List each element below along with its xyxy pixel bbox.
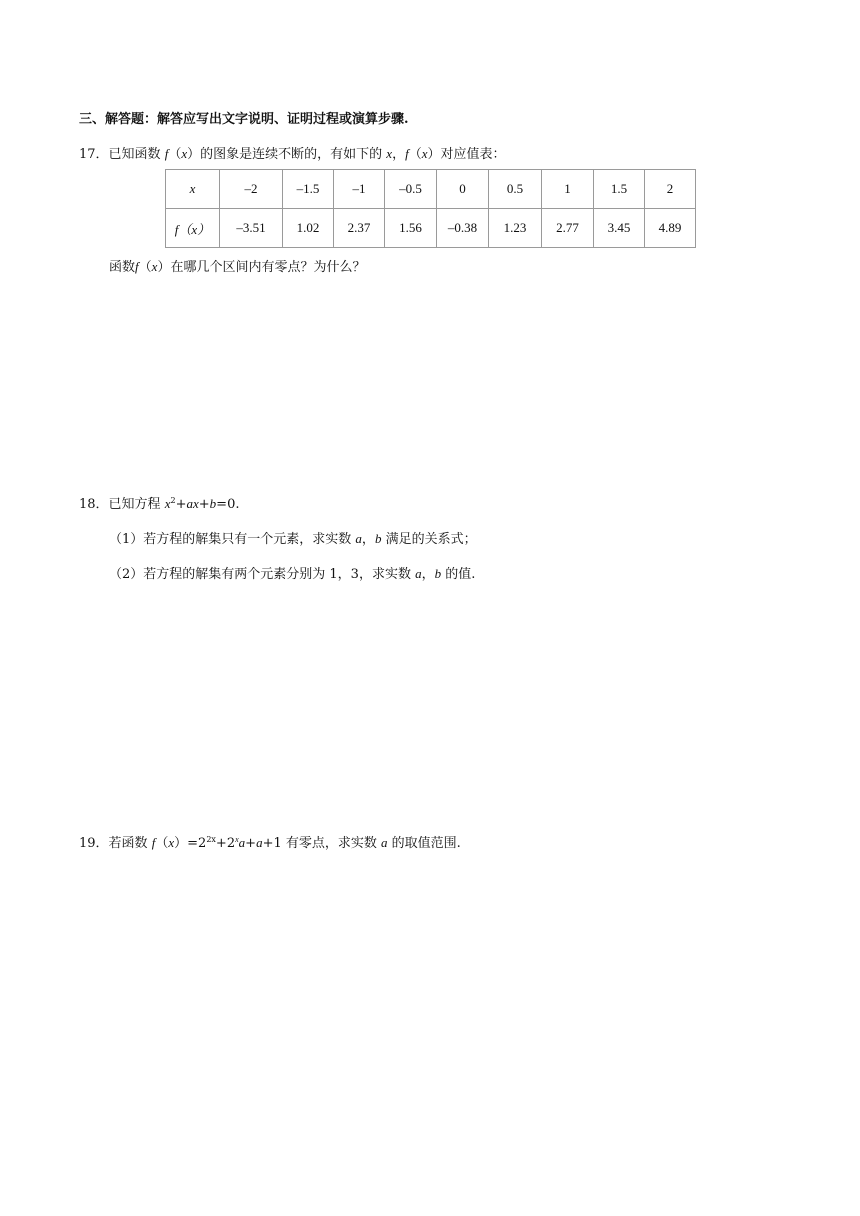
table-cell: 4.89 bbox=[645, 209, 696, 248]
table-cell: –3.51 bbox=[220, 209, 283, 248]
q18-plus: + bbox=[175, 497, 187, 512]
question-19-number: 19． bbox=[79, 836, 109, 851]
q19-a2: a bbox=[256, 835, 263, 850]
q19-plus-a: + bbox=[245, 836, 257, 851]
question-17-stem: 17．已知函数 f（x）的图象是连续不断的，有如下的 x，f（x）对应值表： bbox=[79, 146, 506, 162]
q18-part1-a: （1）若方程的解集只有一个元素，求实数 bbox=[109, 532, 352, 547]
table-cell: 1.23 bbox=[489, 209, 542, 248]
q18-part2-a: （2）若方程的解集有两个元素分别为 1，3，求实数 bbox=[109, 567, 411, 582]
q18-p2-a: a bbox=[415, 566, 422, 581]
q17-f: f bbox=[164, 146, 169, 161]
q19-text-c: 的取值范围. bbox=[391, 836, 461, 851]
q17-f2: f bbox=[405, 146, 409, 161]
q19-a1: a bbox=[238, 835, 246, 850]
q19-exp1: 2x bbox=[206, 835, 216, 844]
q18-x2: x bbox=[192, 496, 199, 511]
table-cell: –2 bbox=[220, 170, 283, 209]
q18-exp: 2 bbox=[170, 496, 176, 505]
table-cell: –1.5 bbox=[283, 170, 334, 209]
q18-part1-b: 满足的关系式； bbox=[385, 532, 477, 547]
q17-text-b: 的图象是连续不断的，有如下的 bbox=[200, 147, 383, 162]
q17-x: x bbox=[181, 146, 188, 161]
table-row-fx bbox=[166, 209, 696, 248]
table-cell: 0 bbox=[437, 170, 489, 209]
q19-a3: a bbox=[381, 835, 388, 850]
table-header-fx: f（x） bbox=[166, 209, 220, 248]
table-row-x bbox=[166, 170, 696, 209]
q17-x3: x bbox=[421, 146, 428, 161]
section-heading: 三、解答题：解答应写出文字说明、证明过程或演算步骤. bbox=[79, 112, 409, 127]
question-18-number: 18． bbox=[79, 497, 109, 512]
q18-b: b bbox=[209, 496, 217, 511]
q17-text-d: 对应值表： bbox=[440, 147, 506, 162]
q17-x2: x bbox=[386, 146, 393, 161]
question-17-number: 17． bbox=[79, 147, 109, 162]
q18-text-a: 已知方程 bbox=[108, 497, 161, 512]
q19-exp2: x bbox=[235, 835, 239, 844]
q18-plus2: + bbox=[198, 497, 210, 512]
q19-text-b: 有零点，求实数 bbox=[285, 836, 377, 851]
table-cell: 1.56 bbox=[385, 209, 437, 248]
table-cell: 2.37 bbox=[334, 209, 385, 248]
q19-text-a: 若函数 bbox=[108, 836, 148, 851]
question-18-stem bbox=[79, 495, 239, 514]
question-18-part-1 bbox=[109, 530, 477, 549]
q18-part1-sep: ， bbox=[361, 532, 375, 547]
q19-eq: =2 bbox=[187, 836, 207, 851]
table-header-x: x bbox=[166, 170, 220, 209]
table-cell: –0.38 bbox=[437, 209, 489, 248]
value-table bbox=[165, 169, 696, 248]
q17-x4: x bbox=[151, 259, 158, 274]
table-cell: 1.5 bbox=[594, 170, 645, 209]
q18-p1-a: a bbox=[355, 531, 362, 546]
q18-part2-sep: ， bbox=[421, 567, 435, 582]
table-cell: –0.5 bbox=[385, 170, 437, 209]
q17-question-a: 函数 bbox=[109, 260, 136, 275]
q17-text-a: 已知函数 bbox=[108, 147, 161, 162]
q18-p1-b: b bbox=[374, 531, 382, 546]
q19-plus2: +2 bbox=[215, 836, 236, 851]
question-17-ask: 函数f（x）在哪几个区间内有零点？为什么？ bbox=[109, 259, 366, 275]
q19-plus1: +1 bbox=[262, 836, 282, 851]
table-cell: 2.77 bbox=[542, 209, 594, 248]
table-cell: 0.5 bbox=[489, 170, 542, 209]
q19-f: f bbox=[151, 835, 156, 850]
table-cell: 1 bbox=[542, 170, 594, 209]
table-cell: 3.45 bbox=[594, 209, 645, 248]
q19-x: x bbox=[168, 835, 175, 850]
q18-part2-b: 的值. bbox=[445, 567, 476, 582]
q18-p2-b: b bbox=[434, 566, 442, 581]
question-19-stem: 19．若函数 $f(x)=2^{2x}+2^xa+a+1$ 有零点，求实数 a 的取值范围. bbox=[79, 835, 461, 851]
q18-a: a bbox=[186, 496, 193, 511]
q18-eq: =0. bbox=[216, 497, 240, 512]
q17-f3: f bbox=[135, 259, 139, 274]
table-cell: 2 bbox=[645, 170, 696, 209]
question-18-part-2 bbox=[109, 565, 475, 584]
table-cell: –1 bbox=[334, 170, 385, 209]
q18-x: x bbox=[164, 496, 171, 511]
q17-question-b: 在哪几个区间内有零点？为什么？ bbox=[170, 260, 366, 275]
table-cell: 1.02 bbox=[283, 209, 334, 248]
q17-text-c: ， bbox=[392, 147, 406, 162]
